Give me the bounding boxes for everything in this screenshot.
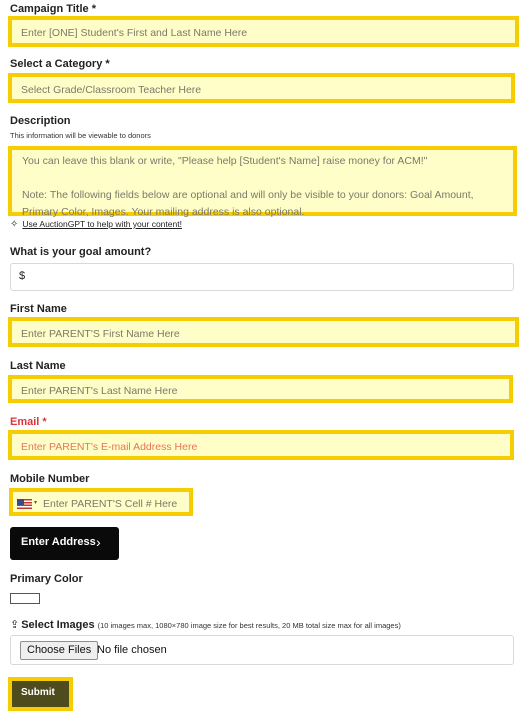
goal-label: What is your goal amount? [10,246,152,258]
campaign-title-placeholder: Enter [ONE] Student's First and Last Name Here [21,27,248,39]
auctiongpt-row [10,219,182,230]
category-placeholder: Select Grade/Classroom Teacher Here [21,84,202,96]
goal-amount-input[interactable] [10,263,514,291]
primary-color-label: Primary Color [10,573,83,585]
file-status: No file chosen [97,644,167,656]
chevron-right-icon: › [96,534,101,550]
country-caret-icon[interactable]: ▾ [34,500,38,506]
description-hint: This information will be viewable to donors [10,131,151,140]
upload-icon: ⇪ [10,619,20,631]
campaign-title-input[interactable] [8,16,519,47]
enter-address-button[interactable] [10,527,119,560]
category-select[interactable] [8,73,515,103]
mobile-placeholder: Enter PARENT'S Cell # Here [43,498,178,510]
email-label: Email * [10,416,47,428]
description-label: Description [10,115,71,127]
choose-files-button[interactable]: Choose Files [20,641,98,660]
mobile-label: Mobile Number [10,473,90,485]
sparkle-icon: ✧ [10,219,19,230]
submit-label: Submit [21,687,55,698]
primary-color-swatch[interactable] [10,593,40,604]
currency-symbol: $ [19,270,26,282]
category-label: Select a Category * [10,58,110,70]
email-input[interactable] [8,430,514,460]
file-upload-box [10,635,514,665]
select-images-row [10,618,401,631]
first-name-placeholder: Enter PARENT'S First Name Here [21,328,180,340]
last-name-label: Last Name [10,360,66,372]
first-name-label: First Name [10,303,67,315]
mobile-input[interactable] [9,488,193,516]
select-images-label: Select Images [21,619,95,631]
images-note: (10 images max, 1080×780 image size for best results, 20 MB total size max for all images) [97,621,401,630]
campaign-title-label: Campaign Title * [10,3,96,15]
enter-address-label: Enter Address [21,536,96,548]
us-flag-icon[interactable] [17,499,32,509]
email-placeholder: Enter PARENT's E-mail Address Here [21,441,198,453]
last-name-placeholder: Enter PARENT's Last Name Here [21,385,178,397]
last-name-input[interactable] [8,375,513,403]
description-text-line2: Note: The following fields below are optional and will only be visible to your donors: Goal Amount, Primary Color, Images. Your mailing address is also optional. [22,189,474,218]
submit-button[interactable] [8,677,73,711]
first-name-input[interactable] [8,317,519,347]
auctiongpt-link[interactable]: Use AuctionGPT to help with your content! [22,219,182,229]
description-textarea[interactable] [8,146,517,216]
description-text-line1: You can leave this blank or write, "Please help [Student's Name] raise money for ACM!" [22,155,428,167]
